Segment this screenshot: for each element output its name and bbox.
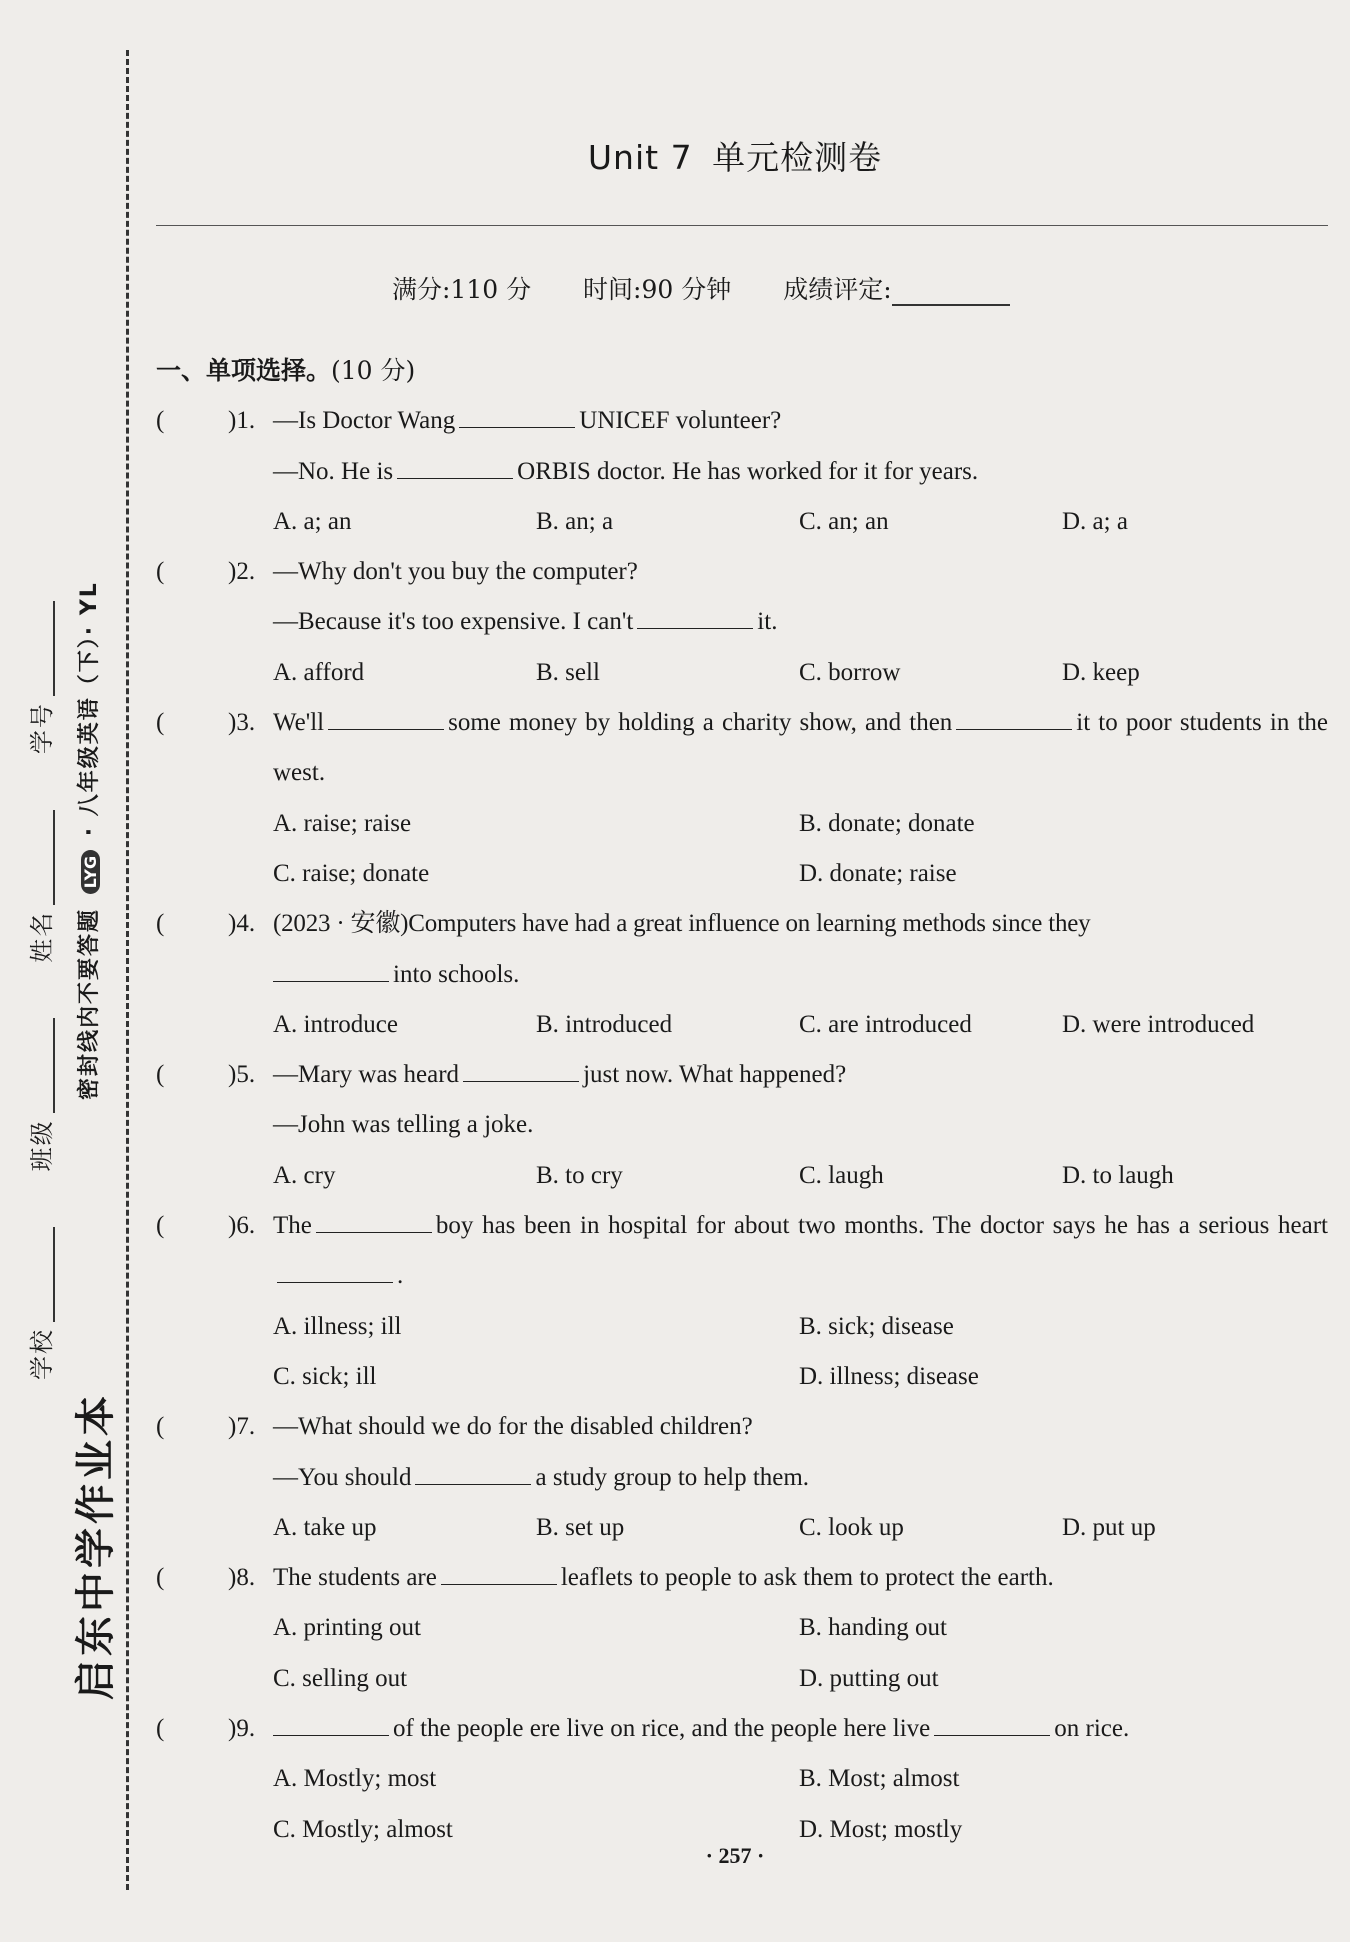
option-d[interactable]: D. keep — [1062, 658, 1140, 686]
blank[interactable] — [463, 1053, 579, 1082]
question-section — [156, 346, 1328, 1855]
book-info: · 八年级英语（下）· YL — [77, 581, 102, 837]
question-text: into schools. — [393, 960, 520, 988]
question-text: UNICEF volunteer? — [579, 407, 782, 435]
blank[interactable] — [328, 701, 444, 730]
option-d[interactable]: D. a; a — [1062, 507, 1128, 535]
option-b[interactable]: B. sell — [536, 658, 600, 686]
field-student-id: 学号 — [28, 702, 56, 755]
question-text: (2023 · 安徽)Computers have had a great influence on learning methods since they — [273, 910, 1091, 938]
option-a[interactable]: A. afford — [273, 658, 365, 686]
question-9 — [156, 1704, 1328, 1754]
question-number: )4. — [228, 910, 256, 938]
option-b[interactable]: B. introduced — [536, 1010, 673, 1038]
blank[interactable] — [273, 953, 389, 982]
blank[interactable] — [459, 399, 575, 428]
field-class-blank[interactable] — [31, 1018, 55, 1113]
answer-bracket[interactable]: ( — [156, 1413, 165, 1441]
option-c[interactable]: C. Mostly; almost — [273, 1815, 453, 1843]
option-b[interactable]: B. Most; almost — [799, 1765, 960, 1793]
option-c[interactable]: C. raise; donate — [273, 859, 430, 887]
seal-line-notice — [72, 581, 103, 1100]
field-school-blank[interactable] — [31, 1227, 55, 1322]
option-a[interactable]: A. cry — [273, 1161, 336, 1189]
blank[interactable] — [277, 1254, 393, 1283]
section-title — [156, 346, 1328, 396]
question-7-options — [156, 1503, 1328, 1553]
question-5-line-2 — [156, 1100, 1328, 1150]
field-school: 学校 — [28, 1328, 56, 1380]
option-c[interactable]: C. an; an — [799, 507, 889, 535]
option-a[interactable]: A. Mostly; most — [273, 1765, 437, 1793]
question-5 — [156, 1050, 1328, 1100]
question-text: some money by holding a charity show, and then — [448, 709, 953, 737]
question-5-options — [156, 1151, 1328, 1201]
field-class: 班级 — [28, 1119, 56, 1172]
option-b[interactable]: B. sick; disease — [799, 1312, 954, 1340]
option-d[interactable]: D. donate; raise — [799, 859, 957, 887]
lyg-badge: LYG — [81, 850, 100, 894]
question-9-options-row-1 — [156, 1754, 1328, 1804]
question-number: )3. — [228, 709, 256, 737]
question-6-options-row-1 — [156, 1302, 1328, 1352]
question-1 — [156, 396, 1328, 446]
answer-bracket[interactable]: ( — [156, 1715, 165, 1743]
question-1-line-2 — [156, 447, 1328, 497]
answer-bracket[interactable]: ( — [156, 1061, 165, 1089]
option-b[interactable]: B. set up — [536, 1513, 625, 1541]
question-text: —Is Doctor Wang — [273, 407, 456, 435]
question-text: The students are — [273, 1564, 437, 1592]
full-score: 满分:110 分 — [392, 275, 532, 304]
blank[interactable] — [934, 1707, 1050, 1736]
question-6 — [156, 1201, 1328, 1302]
blank[interactable] — [956, 701, 1072, 730]
option-c[interactable]: C. sick; ill — [273, 1362, 377, 1390]
question-4-line-2 — [156, 950, 1328, 1000]
question-8-options-row-1 — [156, 1603, 1328, 1653]
student-info-fields — [22, 595, 57, 1380]
title-name: 单元检测卷 — [712, 138, 883, 177]
page-title — [0, 132, 1350, 179]
blank[interactable] — [316, 1204, 432, 1233]
exam-time: 时间:90 分钟 — [583, 275, 732, 304]
question-3 — [156, 698, 1328, 799]
question-number: )9. — [228, 1715, 256, 1743]
seal-notice-text: 密封线内不要答题 — [77, 907, 102, 1100]
answer-bracket[interactable]: ( — [156, 558, 165, 586]
question-6-options-row-2 — [156, 1352, 1328, 1402]
option-c[interactable]: C. selling out — [273, 1664, 408, 1692]
title-unit: Unit 7 — [587, 138, 693, 177]
question-text: —No. He is — [273, 457, 394, 485]
grade-blank[interactable] — [892, 280, 1010, 306]
question-number: )8. — [228, 1564, 256, 1592]
answer-bracket[interactable]: ( — [156, 407, 165, 435]
option-d[interactable]: D. illness; disease — [799, 1362, 979, 1390]
question-text: —You should — [273, 1463, 412, 1491]
question-text: —Mary was heard — [273, 1061, 460, 1089]
binding-margin — [0, 0, 120, 1942]
option-b[interactable]: B. an; a — [536, 507, 614, 535]
question-2-options — [156, 648, 1328, 698]
blank[interactable] — [415, 1456, 531, 1485]
section-points: (10 分) — [331, 356, 416, 385]
question-text: on rice. — [1054, 1715, 1130, 1743]
blank[interactable] — [637, 600, 753, 629]
title-divider — [156, 225, 1328, 226]
exam-meta — [392, 270, 1010, 306]
question-text: —What should we do for the disabled children? — [273, 1413, 753, 1441]
question-7-line-2 — [156, 1453, 1328, 1503]
question-text: of the people ere live on rice, and the people here live — [393, 1715, 931, 1743]
question-text: boy has been in hospital for about two months. The doctor says he has a serious heart — [435, 1212, 1328, 1240]
question-number: )1. — [228, 407, 256, 435]
answer-bracket[interactable]: ( — [156, 1564, 165, 1592]
option-b[interactable]: B. donate; donate — [799, 809, 975, 837]
question-3-options-row-2 — [156, 849, 1328, 899]
option-a[interactable]: A. take up — [273, 1513, 377, 1541]
question-text: just now. What happened? — [583, 1061, 847, 1089]
option-b[interactable]: B. to cry — [536, 1161, 623, 1189]
question-4 — [156, 899, 1328, 949]
question-number: )7. — [228, 1413, 256, 1441]
option-d[interactable]: D. were introduced — [1062, 1010, 1255, 1038]
section-title-text: 一、单项选择。 — [156, 356, 332, 385]
answer-bracket[interactable]: ( — [156, 1212, 165, 1240]
question-text: —Why don't you buy the computer? — [273, 558, 638, 586]
question-text: The — [273, 1212, 312, 1240]
question-text: —Because it's too expensive. I can't — [273, 608, 634, 636]
question-text: We'll — [273, 709, 325, 737]
blank[interactable] — [273, 1707, 389, 1736]
option-a[interactable]: A. illness; ill — [273, 1312, 402, 1340]
question-8-options-row-2 — [156, 1654, 1328, 1704]
question-text: a study group to help them. — [535, 1463, 810, 1491]
question-text: it. — [757, 608, 778, 636]
school-name: 启东中学作业本 — [73, 1392, 119, 1700]
option-d[interactable]: D. put up — [1062, 1513, 1156, 1541]
option-c[interactable]: C. look up — [799, 1513, 904, 1541]
question-1-options — [156, 497, 1328, 547]
field-name: 姓名 — [28, 910, 56, 963]
question-8 — [156, 1553, 1328, 1603]
option-c[interactable]: C. are introduced — [799, 1010, 972, 1038]
question-2 — [156, 547, 1328, 597]
seal-dashed-line — [126, 50, 129, 1890]
option-a[interactable]: A. printing out — [273, 1614, 421, 1642]
blank[interactable] — [397, 450, 513, 479]
option-d[interactable]: D. to laugh — [1062, 1161, 1174, 1189]
question-text: ORBIS doctor. He has worked for it for years. — [517, 457, 979, 485]
option-a[interactable]: A. raise; raise — [273, 809, 412, 837]
question-3-options-row-1 — [156, 799, 1328, 849]
blank[interactable] — [441, 1556, 557, 1585]
question-text: . — [397, 1262, 404, 1290]
answer-bracket[interactable]: ( — [156, 910, 165, 938]
question-text: it to poor students in the west. — [273, 709, 1328, 787]
grade-label: 成绩评定: — [783, 275, 892, 304]
option-b[interactable]: B. handing out — [799, 1614, 947, 1642]
option-c[interactable]: C. laugh — [799, 1161, 884, 1189]
option-c[interactable]: C. borrow — [799, 658, 901, 686]
option-d[interactable]: D. Most; mostly — [799, 1815, 963, 1843]
question-4-options — [156, 1000, 1328, 1050]
option-a[interactable]: A. introduce — [273, 1010, 398, 1038]
question-number: )6. — [228, 1212, 256, 1240]
question-text: —John was telling a joke. — [273, 1111, 534, 1139]
field-student-id-blank[interactable] — [31, 601, 55, 696]
question-2-line-2 — [156, 597, 1328, 647]
field-name-blank[interactable] — [31, 810, 55, 905]
question-number: )5. — [228, 1061, 256, 1089]
option-d[interactable]: D. putting out — [799, 1664, 939, 1692]
question-text: leaflets to people to ask them to protect the earth. — [560, 1564, 1054, 1592]
option-a[interactable]: A. a; an — [273, 507, 352, 535]
page-number: · 257 · — [705, 1843, 765, 1868]
answer-bracket[interactable]: ( — [156, 709, 165, 737]
question-number: )2. — [228, 558, 256, 586]
question-7 — [156, 1402, 1328, 1452]
